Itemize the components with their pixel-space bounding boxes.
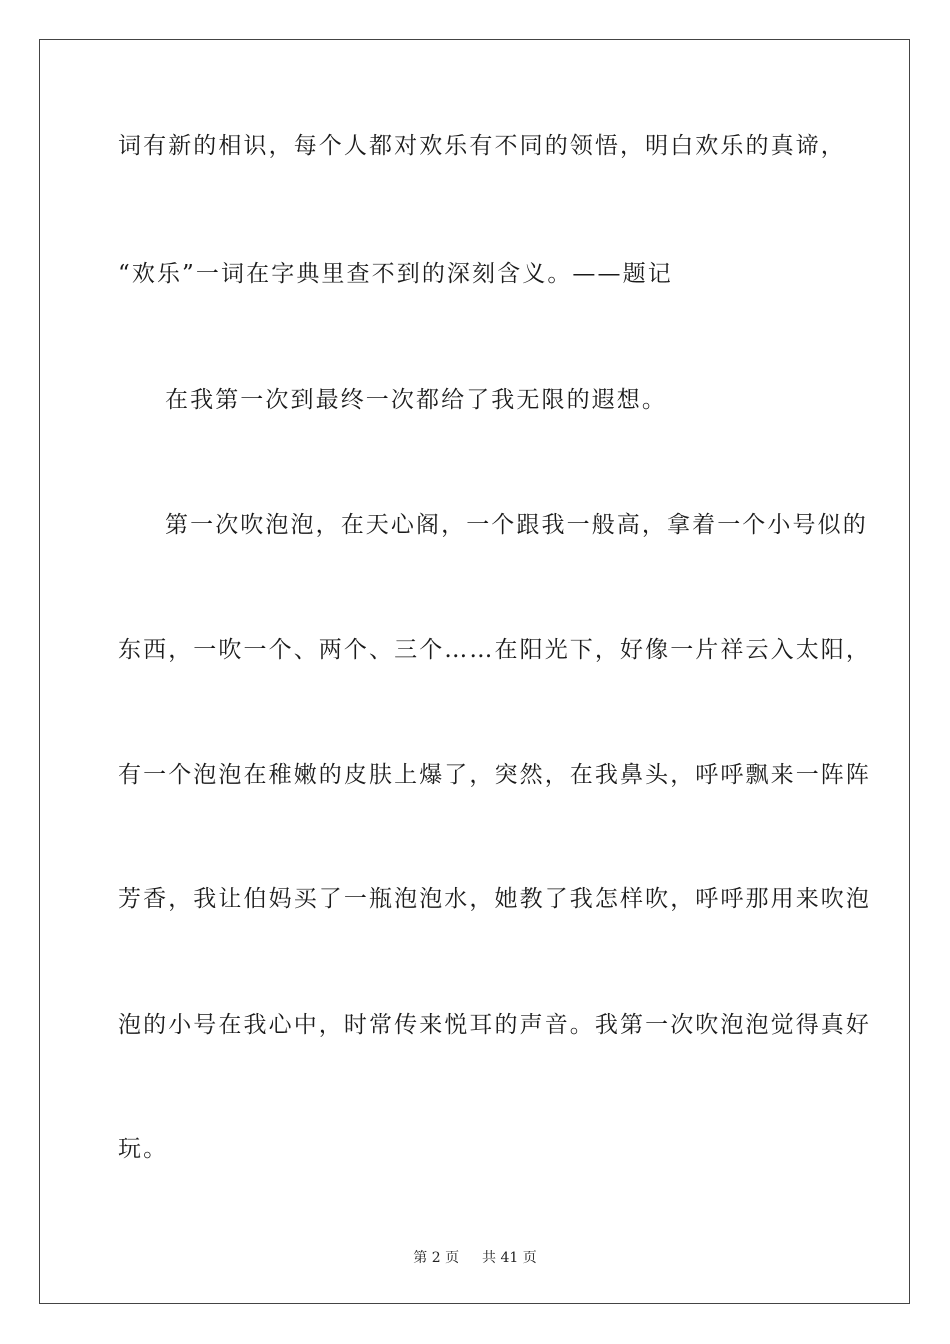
text-line-9: 玩。 (118, 1136, 169, 1162)
page-footer (0, 1247, 950, 1267)
text-line-3: 在我第一次到最终一次都给了我无限的遐想。 (165, 387, 667, 413)
text-line-2: “欢乐”一词在字典里查不到的深刻含义。——题记 (118, 261, 673, 287)
text-line-1: 词有新的相识，每个人都对欢乐有不同的领悟，明白欢乐的真谛， (118, 133, 846, 159)
page-number: 第 2 页 (413, 1250, 460, 1266)
text-line-7: 芳香，我让伯妈买了一瓶泡泡水，她教了我怎样吹，呼呼那用来吹泡 (118, 886, 871, 912)
text-line-5: 东西，一吹一个、两个、三个……在阳光下，好像一片祥云入太阳， (118, 637, 871, 663)
page-border (39, 39, 910, 1304)
text-line-4: 第一次吹泡泡，在天心阁，一个跟我一般高，拿着一个小号似的 (165, 512, 868, 538)
page-total: 共 41 页 (482, 1250, 537, 1266)
text-line-6: 有一个泡泡在稚嫩的皮肤上爆了，突然，在我鼻头，呼呼飘来一阵阵 (118, 762, 871, 788)
text-line-8: 泡的小号在我心中，时常传来悦耳的声音。我第一次吹泡泡觉得真好 (118, 1012, 871, 1038)
